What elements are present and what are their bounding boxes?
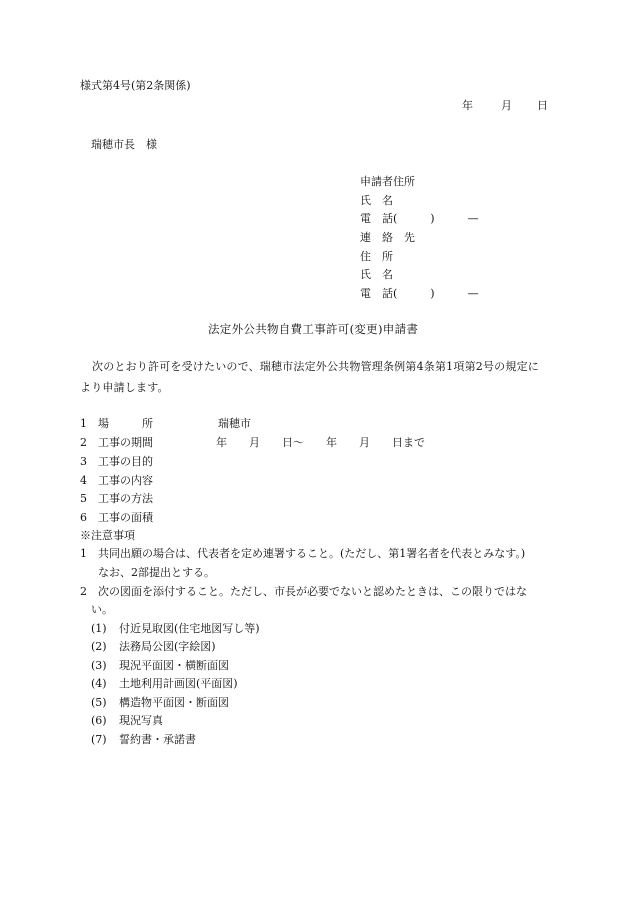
note-number: 2 [80,585,87,598]
note-2-continuation: い。 [91,603,113,616]
attachment-item [91,678,238,689]
body-paragraph: 次のとおり許可を受けたいので、瑞穂市法定外公共物管理条例第4条第1項第2号の規定により申請します。 [80,360,539,394]
attachment-number: (7) [91,733,107,746]
attachment-number: (1) [91,622,107,635]
notes-heading: ※注意事項 [80,529,135,542]
attachment-label: 土地利用計画図(平面図) [119,677,238,690]
addressee: 瑞穂市長 様 [91,138,157,151]
document-title: 法定外公共物自費工事許可(変更)申請書 [208,322,419,336]
attachment-number: (6) [91,714,107,727]
attachment-label: 誓約書・承諾書 [119,733,196,746]
item-row [80,493,153,504]
item-label: 工事の期間 [98,436,153,449]
item-number: 5 [80,492,87,505]
attachment-item [91,715,163,726]
applicant-phone-label: 電 話( ) — [360,212,479,225]
attachment-label: 付近見取図(住宅地図写し等) [119,622,260,635]
attachment-number: (2) [91,640,107,653]
form-number-label: 様式第4号(第2条関係) [80,79,191,92]
attachment-number: (3) [91,659,107,672]
contact-name-label: 氏 名 [360,268,393,281]
contact-address-label: 住 所 [360,250,393,263]
item-row [80,475,153,486]
item-number: 1 [80,417,87,430]
item-label: 工事の方法 [98,492,153,505]
item-number: 2 [80,436,87,449]
attachment-number: (4) [91,677,107,690]
item-number: 4 [80,474,87,487]
attachment-item [91,623,260,634]
applicant-address-label: 申請者住所 [360,175,415,188]
date-day: 日 [537,99,548,112]
item-number: 3 [80,455,87,468]
item-row [80,437,425,448]
note-2 [80,586,527,597]
date-year: 年 [462,99,473,112]
attachment-item [91,660,229,671]
item-label: 工事の目的 [98,455,153,468]
item-row [80,512,153,523]
item-value: 瑞穂市 [218,417,251,430]
item-label: 工事の内容 [98,474,153,487]
note-line: 次の図面を添付すること。ただし、市長が必要でないと認めたときは、この限りではな [98,585,527,598]
attachment-label: 現況平面図・横断面図 [119,659,229,672]
attachment-number: (5) [91,696,107,709]
applicant-name-label: 氏 名 [360,194,393,207]
item-value: 年 月 日～ 年 月 日まで [216,436,425,449]
contact-heading: 連 絡 先 [360,231,415,244]
date-month: 月 [501,99,512,112]
attachment-label: 現況写真 [119,714,163,727]
attachment-item [91,734,196,745]
attachment-label: 法務局公図(字絵図) [119,640,216,653]
item-number: 6 [80,511,87,524]
note-line: 共同出願の場合は、代表者を定め連署すること。(ただし、第1署名者を代表とみなす。) [98,547,526,560]
item-label: 場 所 [98,417,153,430]
item-label: 工事の面積 [98,511,153,524]
item-row [80,456,153,467]
attachment-item [91,697,229,708]
note-1 [80,548,525,559]
attachment-item [91,641,216,652]
contact-phone-label: 電 話( ) — [360,287,479,300]
attachment-label: 構造物平面図・断面図 [119,696,229,709]
note-number: 1 [80,547,87,560]
note-1-continuation: なお、2部提出とする。 [98,566,215,579]
item-row [80,418,251,429]
